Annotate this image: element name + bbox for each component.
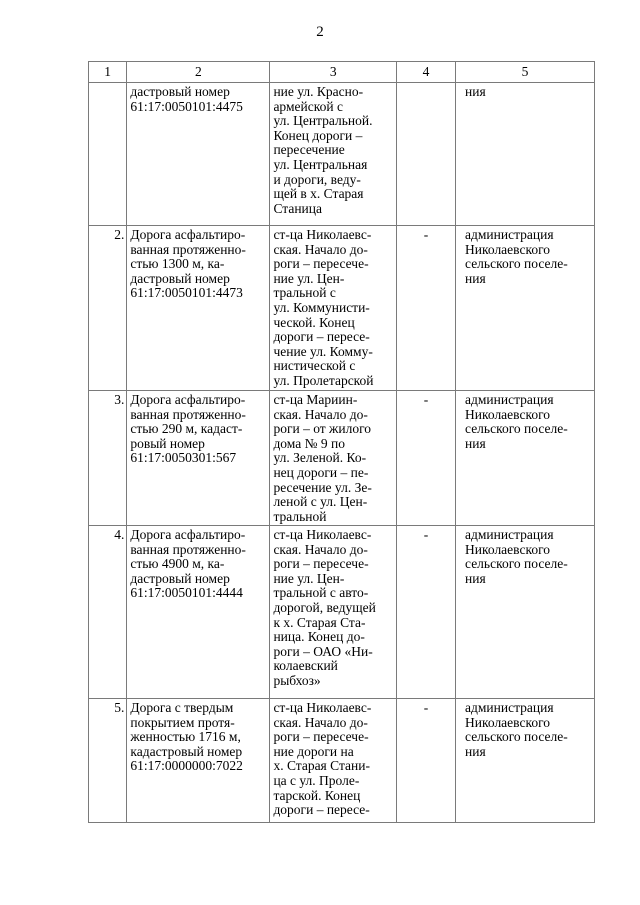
row-number: [89, 83, 127, 226]
object-location: ст-ца Николаевс- ская. Начало до- роги – пересече- ние ул. Цен- тральной с ул. Коммунисти- ческой. Конец дороги – пересе- чение ул. Комму- нистической с ул. Пролетарской: [270, 226, 397, 391]
column-4-value: -: [396, 699, 455, 823]
table-row: [89, 526, 595, 699]
object-description: дастровый номер 61:17:0050101:4475: [127, 83, 270, 226]
row-number: 2.: [89, 226, 127, 391]
object-location: ст-ца Николаевс- ская. Начало до- роги – пересече- ние ул. Цен- тральной с авто- дорогой, ведущей к х. Старая Ста- ница. Конец до- роги – ОАО «Ни- колаевский рыбхоз»: [270, 526, 397, 699]
column-header-5: 5: [456, 62, 595, 83]
page-number: 2: [316, 24, 324, 40]
object-location: ние ул. Красно- армейской с ул. Центральной. Конец дороги – пересечение ул. Центральная и дороги, веду- щей в х. Старая Станица: [270, 83, 397, 226]
object-description: Дорога асфальтиро- ванная протяженно- стью 4900 м, ка- дастровый номер 61:17:0050101:4444: [127, 526, 270, 699]
table-row: [89, 391, 595, 526]
object-location: ст-ца Николаевс- ская. Начало до- роги – пересече- ние дороги на х. Старая Стани- ца с ул. Проле- тарской. Конец дороги – пересе-: [270, 699, 397, 823]
column-header-4: 4: [396, 62, 455, 83]
column-4-value: [396, 83, 455, 226]
row-number: 3.: [89, 391, 127, 526]
table-header-row: [89, 62, 595, 83]
column-header-1: 1: [89, 62, 127, 83]
owner: администрация Николаевского сельского поселе- ния: [456, 699, 595, 823]
object-description: Дорога асфальтиро- ванная протяженно- стью 1300 м, ка- дастровый номер 61:17:0050101:4473: [127, 226, 270, 391]
table-row: [89, 83, 595, 226]
object-description: Дорога асфальтиро- ванная протяженно- стью 290 м, кадаст- ровый номер 61:17:0050301:567: [127, 391, 270, 526]
column-header-3: 3: [270, 62, 397, 83]
document-table: [88, 61, 595, 823]
row-number: 4.: [89, 526, 127, 699]
owner: администрация Николаевского сельского поселе- ния: [456, 526, 595, 699]
column-4-value: -: [396, 526, 455, 699]
column-header-2: 2: [127, 62, 270, 83]
row-number: 5.: [89, 699, 127, 823]
object-description: Дорога с твердым покрытием протя- женностью 1716 м, кадастровый номер 61:17:0000000:7022: [127, 699, 270, 823]
owner: администрация Николаевского сельского поселе- ния: [456, 391, 595, 526]
owner: администрация Николаевского сельского поселе- ния: [456, 226, 595, 391]
table-row: [89, 699, 595, 823]
table-row: [89, 226, 595, 391]
owner: ния: [456, 83, 595, 226]
column-4-value: -: [396, 226, 455, 391]
column-4-value: -: [396, 391, 455, 526]
object-location: ст-ца Мариин- ская. Начало до- роги – от жилого дома № 9 по ул. Зеленой. Ко- нец дороги – пе- ресечение ул. Зе- леной с ул. Цен- тральной: [270, 391, 397, 526]
